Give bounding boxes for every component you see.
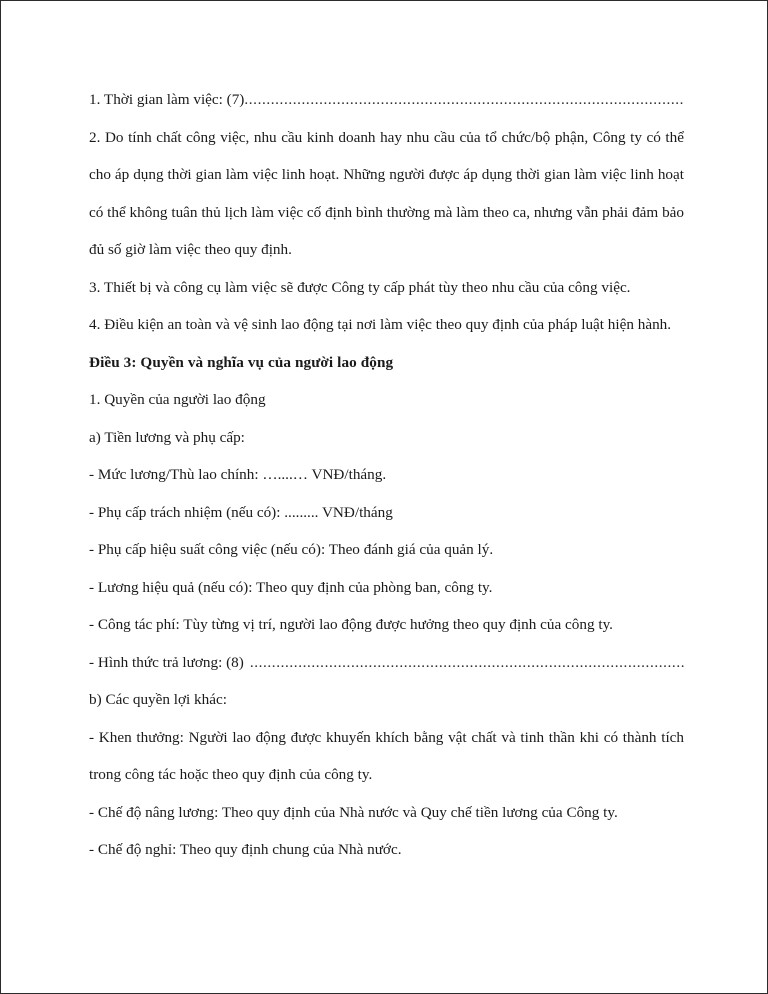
text-line-sub-1-rights: 1. Quyền của người lao động	[89, 391, 266, 408]
dotted-leader-fill	[244, 81, 684, 119]
text-line-dash-travel-expense: - Công tác phí: Tùy từng vị trí, người lao động được hưởng theo quy định của công ty.	[89, 616, 613, 633]
text-line-dash-salary-raise: - Chế độ nâng lương: Theo quy định của Nhà nước và Quy chế tiền lương của Công ty.	[89, 803, 618, 821]
text-line-heading-dieu-3: Điều 3: Quyền và nghĩa vụ của người lao động	[89, 353, 394, 371]
text-line-dash-performance-allowance: - Phụ cấp hiệu suất công việc (nếu có): Theo đánh giá của quản lý.	[89, 541, 494, 558]
text-line-dash-base-salary: - Mức lương/Thù lao chính: …....… VNĐ/tháng.	[89, 466, 387, 483]
text-line-dash-efficiency-salary: - Lương hiệu quả (nếu có): Theo quy định của phòng ban, công ty.	[89, 578, 493, 596]
text-line-item-2-flexible-hours: 2. Do tính chất công việc, nhu cầu kinh doanh hay nhu cầu của tổ chức/bộ phận, Công ty có thể cho áp dụng thời gian làm việc linh hoạt. Những người được áp dụng thời gian làm việc linh hoạt có thể không tuân thủ lịch làm việc cố định bình thường mà làm theo ca, nhưng vẫn phải đảm bảo đủ số giờ làm việc theo quy định.	[89, 128, 684, 258]
text-line-item-1-working-time	[89, 81, 684, 119]
text-line-dash-responsibility-allowance: - Phụ cấp trách nhiệm (nếu có): ......... VNĐ/tháng	[89, 503, 393, 521]
text-line-dash-leave-policy: - Chế độ nghỉ: Theo quy định chung của Nhà nước.	[89, 841, 402, 858]
text-line-sub-a-salary: a) Tiền lương và phụ cấp:	[89, 428, 245, 446]
line-label: - Hình thức trả lương: (8)	[89, 653, 244, 671]
text-line-item-3-equipment: 3. Thiết bị và công cụ làm việc sẽ được Công ty cấp phát tùy theo nhu cầu của công việc.	[89, 278, 631, 296]
text-line-sub-b-other-benefits: b) Các quyền lợi khác:	[89, 691, 227, 708]
text-line-dash-payment-method	[89, 644, 684, 682]
line-label: 1. Thời gian làm việc: (7)	[89, 91, 245, 108]
text-line-dash-rewards: - Khen thưởng: Người lao động được khuyến khích bằng vật chất và tinh thần khi có thành tích trong công tác hoặc theo quy định của công ty.	[89, 728, 684, 783]
dotted-leader-fill	[250, 644, 684, 682]
text-line-item-4-safety: 4. Điều kiện an toàn và vệ sinh lao động tại nơi làm việc theo quy định của pháp luật hiện hành.	[89, 316, 672, 333]
document-text-column	[89, 81, 684, 869]
